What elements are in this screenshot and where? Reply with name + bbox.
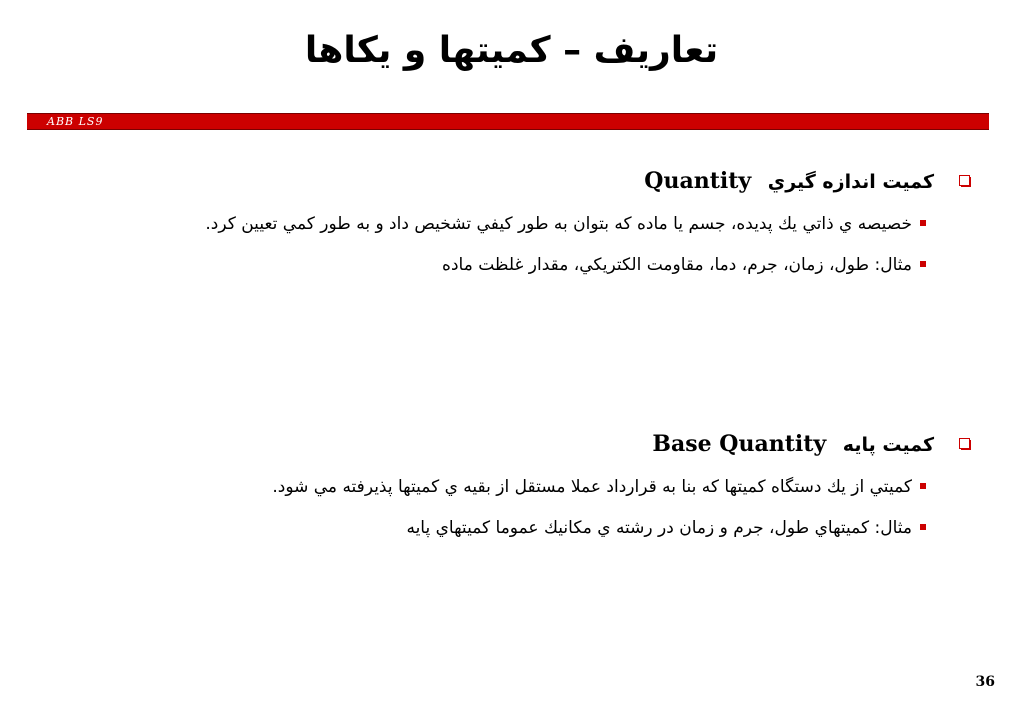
bullet-text: كميتي از يك دستگاه كميتها كه بنا به قرارداد عملا مستقل از بقيه ي كميتها پذيرفته مي شود. [272, 477, 912, 497]
square-bullet-icon [920, 483, 926, 489]
heading-english: Base Quantity [652, 431, 827, 457]
bullet-text: مثال: كميتهاي طول، جرم و زمان در رشته ي مكانيك عموما كميتهاي پايه [406, 518, 912, 538]
bullet-item [90, 469, 970, 506]
square-bullet-icon [920, 261, 926, 267]
section-heading [90, 429, 970, 465]
section-quantity [90, 166, 970, 284]
bullet-text: خصيصه ي ذاتي يك پديده، جسم يا ماده كه بتوان به طور كيفي تشخيص داد و به طور كمي تعيين كرد. [205, 214, 912, 234]
section-base-quantity [90, 429, 970, 547]
bullet-item [90, 247, 970, 284]
slide-title: تعاريف – كميتها و يكاها [304, 30, 719, 71]
heading-english: Quantity [644, 168, 752, 194]
heading-persian: كميت پايه [842, 434, 934, 456]
header-banner [27, 113, 989, 130]
square-bullet-icon [920, 220, 926, 226]
heading-persian: كميت اندازه گيري [767, 171, 934, 193]
checkbox-bullet-icon [959, 438, 970, 449]
section-heading [90, 166, 970, 202]
bullet-item [90, 206, 970, 243]
bullet-text: مثال: طول، زمان، جرم، دما، مقاومت الكتريكي، مقدار غلظت ماده [442, 255, 912, 275]
page-number: 36 [975, 674, 995, 690]
square-bullet-icon [920, 524, 926, 530]
bullet-item [90, 510, 970, 547]
checkbox-bullet-icon [959, 175, 970, 186]
banner-logo: ABB LS9 [47, 115, 104, 128]
